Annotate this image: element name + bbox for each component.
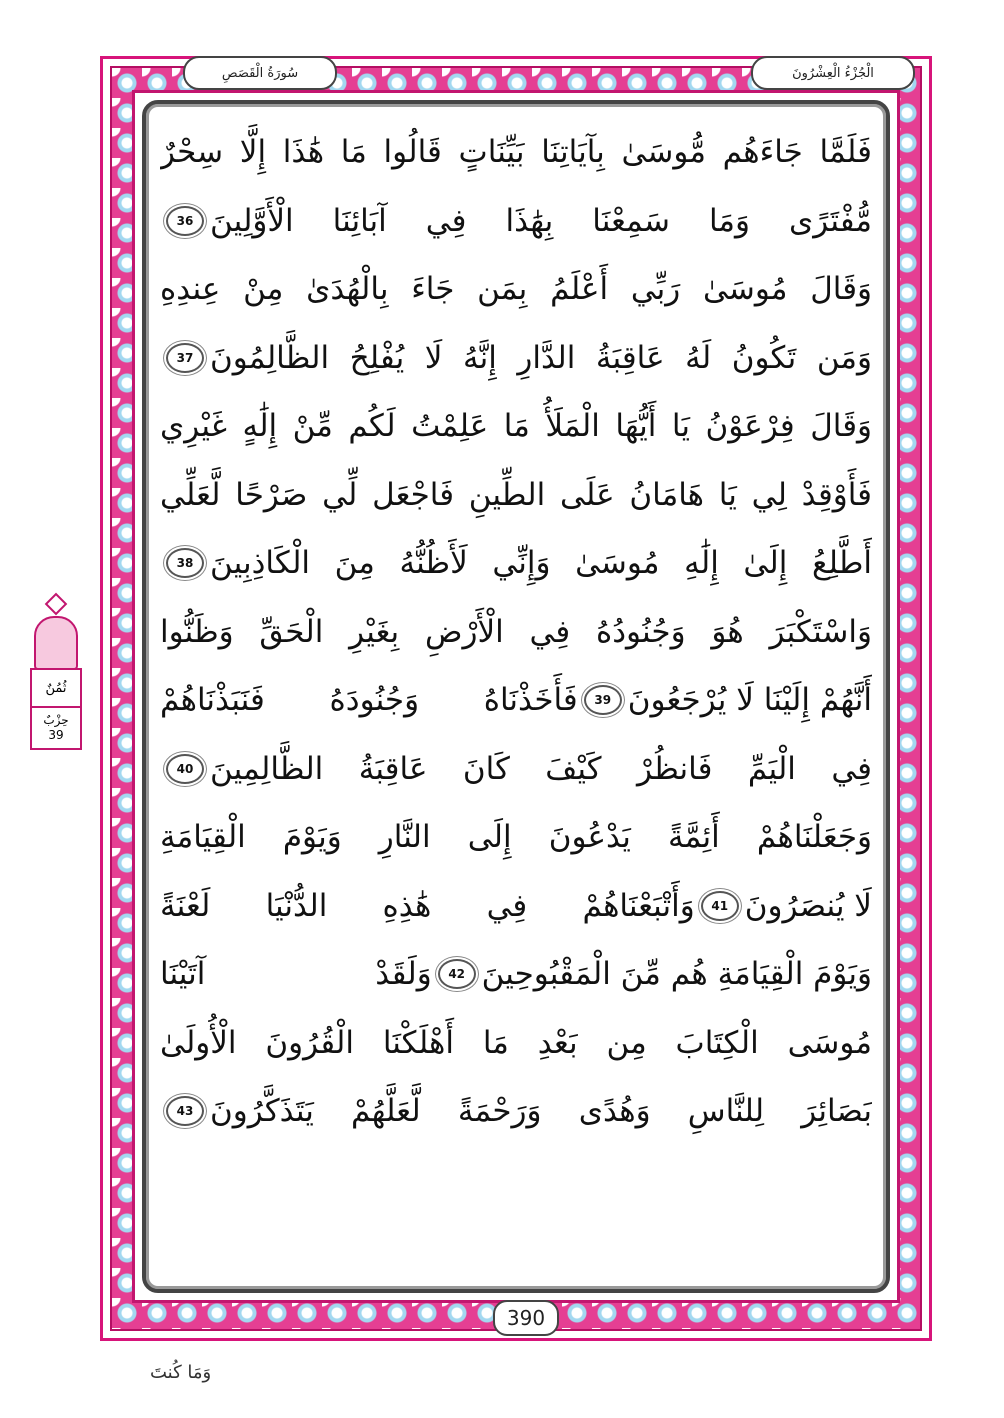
hizb-marker [28, 596, 82, 756]
line-text: مُوسَى الْكِتَابَ مِن بَعْدِ مَا أَهْلَكْنَا الْقُرُونَ الْأُولَىٰ [160, 1024, 872, 1061]
verse-line [160, 735, 872, 804]
line-text: بَصَائِرَ لِلنَّاسِ وَهُدًى وَرَحْمَةً لَّعَلَّهُمْ يَتَذَكَّرُونَ [210, 1093, 872, 1130]
line-text: فَلَمَّا جَاءَهُم مُّوسَىٰ بِآيَاتِنَا بَيِّنَاتٍ قَالُوا مَا هَٰذَا إِلَّا سِحْرٌ [160, 134, 872, 171]
verse-number-marker: 36 [166, 206, 204, 236]
dome-ornament-icon [34, 616, 78, 670]
verse-line [160, 872, 872, 941]
verse-line [160, 666, 872, 735]
verse-line [160, 461, 872, 530]
eighth-label: ثُمُنٌ [45, 680, 67, 696]
line-text-continued: فَأَخَذْنَاهُ وَجُنُودَهُ فَنَبَذْنَاهُمْ [160, 682, 578, 719]
verse-number-marker: 37 [166, 343, 204, 373]
verse-line [160, 255, 872, 324]
line-text: فَأَوْقِدْ لِي يَا هَامَانُ عَلَى الطِّينِ فَاجْعَل لِّي صَرْحًا لَّعَلِّي [160, 476, 872, 513]
line-text: لَا يُنصَرُونَ [744, 887, 872, 924]
surah-name-cartouche [183, 56, 337, 90]
line-text: مُّفْتَرًى وَمَا سَمِعْنَا بِهَٰذَا فِي آبَائِنَا الْأَوَّلِينَ [210, 202, 872, 239]
verse-lines [160, 118, 872, 1146]
verse-line [160, 1009, 872, 1078]
line-text: وَقَالَ فِرْعَوْنُ يَا أَيُّهَا الْمَلَأُ مَا عَلِمْتُ لَكُم مِّنْ إِلَٰهٍ غَيْرِي [160, 408, 872, 445]
verse-line [160, 187, 872, 256]
verse-line [160, 598, 872, 667]
verse-number-marker: 40 [166, 754, 204, 784]
verse-number-marker: 39 [584, 685, 622, 715]
line-text-continued: وَأَتْبَعْنَاهُمْ فِي هَٰذِهِ الدُّنْيَا لَعْنَةً [160, 887, 695, 924]
line-text: أَنَّهُمْ إِلَيْنَا لَا يُرْجَعُونَ [627, 682, 872, 719]
verse-number-marker: 43 [166, 1096, 204, 1126]
verse-line [160, 1077, 872, 1146]
verse-number-marker: 41 [701, 891, 739, 921]
line-text-continued: وَلَقَدْ آتَيْنَا [160, 956, 432, 993]
line-text: وَيَوْمَ الْقِيَامَةِ هُم مِّنَ الْمَقْبُوحِينَ [481, 956, 872, 993]
verse-line [160, 324, 872, 393]
verse-number-marker: 38 [166, 548, 204, 578]
line-text: أَطَّلِعُ إِلَىٰ إِلَٰهِ مُوسَىٰ وَإِنِّي لَأَظُنُّهُ مِنَ الْكَاذِبِينَ [210, 545, 872, 582]
page-number [493, 1300, 559, 1336]
line-text: وَاسْتَكْبَرَ هُوَ وَجُنُودُهُ فِي الْأَرْضِ بِغَيْرِ الْحَقِّ وَظَنُّوا [160, 613, 872, 650]
hizb-label: حِزْبٌ [43, 713, 69, 727]
verse-line [160, 392, 872, 461]
verse-line [160, 529, 872, 598]
eighth-label-box [30, 668, 82, 708]
verse-line [160, 803, 872, 872]
page-number-text: 390 [506, 1306, 546, 1330]
line-text: فِي الْيَمِّ فَانظُرْ كَيْفَ كَانَ عَاقِبَةُ الظَّالِمِينَ [210, 750, 872, 787]
surah-name: سُورَةُ الْقَصَصِ [221, 65, 299, 81]
juz-name-cartouche [751, 56, 915, 90]
catchword: وَمَا كُنتَ [150, 1362, 212, 1383]
finial-icon [45, 593, 68, 616]
hizb-number: 39 [48, 728, 64, 742]
line-text: وَمَن تَكُونُ لَهُ عَاقِبَةُ الدَّارِ إِنَّهُ لَا يُفْلِحُ الظَّالِمُونَ [210, 339, 872, 376]
hizb-number-box [30, 706, 82, 750]
verse-line [160, 118, 872, 187]
line-text: وَقَالَ مُوسَىٰ رَبِّي أَعْلَمُ بِمَن جَاءَ بِالْهُدَىٰ مِنْ عِندِهِ [160, 271, 872, 308]
verse-number-marker: 42 [438, 959, 476, 989]
juz-name: الْجُزْءُ الْعِشْرُونَ [792, 65, 874, 81]
line-text: وَجَعَلْنَاهُمْ أَئِمَّةً يَدْعُونَ إِلَى النَّارِ وَيَوْمَ الْقِيَامَةِ [160, 819, 872, 856]
verse-line [160, 940, 872, 1009]
